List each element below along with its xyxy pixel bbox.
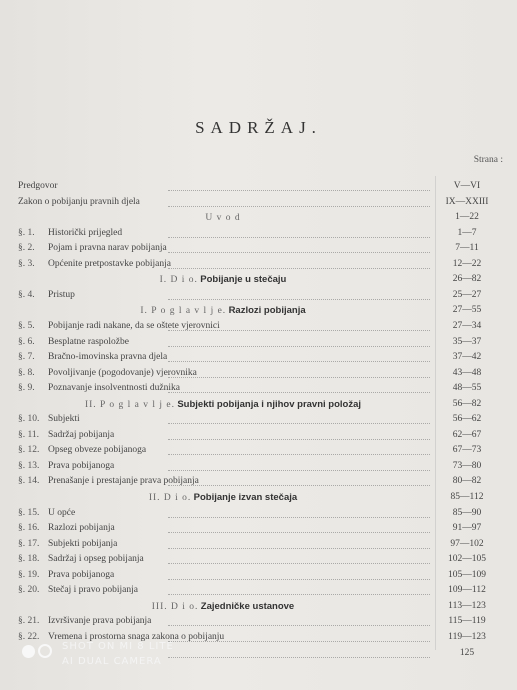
toc-page-range: 73—80 — [452, 460, 482, 471]
toc-page-range: V—VI — [453, 181, 481, 191]
toc-entry — [18, 429, 500, 442]
toc-leader-dots — [168, 355, 430, 362]
toc-heading — [18, 491, 500, 504]
toc-heading-text — [18, 211, 428, 225]
toc-leader-dots — [168, 386, 430, 393]
toc-entry — [18, 289, 500, 302]
toc-leader-dots — [168, 511, 430, 518]
toc-page-range: 48—55 — [452, 383, 482, 394]
toc-section-number: §. 16. — [18, 523, 40, 534]
toc-entry-title: Stečaj i pravo pobijanja — [48, 585, 138, 596]
toc-section-number: §. 10. — [18, 414, 40, 425]
toc-entry-title: Razlozi pobijanja — [48, 523, 115, 534]
toc-page-range: 35—37 — [452, 336, 482, 347]
toc-section-number: §. 4. — [18, 289, 35, 300]
toc-page-range: 80—82 — [452, 476, 482, 487]
toc-entry-title: Bračno-imovinska pravna djela — [48, 352, 168, 363]
toc-section-number: §. 15. — [18, 507, 40, 518]
toc-entry — [18, 351, 500, 364]
toc-entry — [18, 227, 500, 240]
toc-section-number: §. 19. — [18, 569, 40, 580]
toc-page-range: 26—82 — [452, 274, 482, 285]
toc-leader-dots — [168, 262, 430, 269]
toc-section-number: §. 7. — [18, 352, 35, 363]
toc-page-range: 27—34 — [452, 320, 482, 331]
toc-heading-title: Pobijanje izvan stečaja — [193, 492, 298, 503]
toc-section-number: §. 11. — [18, 429, 40, 440]
toc-heading — [18, 273, 500, 286]
toc-leader-dots — [168, 464, 430, 471]
toc-entry — [18, 553, 500, 566]
toc-page-range: 37—42 — [452, 352, 482, 363]
toc-section-number: §. 20. — [18, 585, 40, 596]
toc-entry — [18, 367, 500, 380]
toc-heading — [18, 304, 500, 317]
toc-page-range: 1—22 — [455, 212, 479, 223]
toc-entry — [18, 507, 500, 520]
toc-heading-text — [18, 491, 428, 505]
toc-entry-title: Općenite pretpostavke pobijanja — [48, 258, 171, 269]
toc-section-number: §. 21. — [18, 616, 40, 627]
toc-entry — [18, 242, 500, 255]
toc-heading-label: II. P o g l a v l j e. — [84, 399, 175, 410]
watermark-line-1: SHOT ON MI 8 LITE — [62, 641, 174, 652]
toc-page-range: 7—11 — [455, 243, 479, 254]
toc-heading-label: U v o d — [205, 213, 241, 224]
toc-section-number: §. 2. — [18, 243, 35, 254]
toc-entry — [18, 413, 500, 426]
toc-page-range: 115—119 — [448, 616, 486, 627]
toc-entry — [18, 444, 500, 457]
toc-section-number: §. 9. — [18, 383, 35, 394]
camera-logo-icon — [22, 644, 55, 659]
toc-page-range: 62—67 — [452, 429, 482, 440]
toc-heading-title: Pobijanje u stečaju — [200, 274, 287, 286]
toc-heading — [18, 211, 500, 224]
toc-entry-title: Historički prijegled — [48, 227, 123, 238]
toc-section-number: §. 14. — [18, 476, 40, 487]
toc-section-number: §. 5. — [18, 320, 35, 331]
toc-leader-dots — [168, 526, 430, 533]
toc-leader-dots — [168, 651, 430, 658]
toc-entry-title: Izvršivanje prava pobijanja — [48, 616, 152, 627]
toc-section-number: §. 8. — [18, 367, 35, 378]
toc-heading — [18, 600, 500, 613]
toc-leader-dots — [168, 200, 430, 207]
toc-leader-dots — [168, 588, 430, 595]
toc-entry-title: Subjekti pobijanja — [48, 538, 118, 549]
toc-entry — [18, 196, 500, 209]
toc-section-number: §. 3. — [18, 258, 35, 269]
toc-entry — [18, 382, 500, 395]
toc-entry — [18, 258, 500, 271]
toc-entry — [18, 180, 500, 193]
toc-heading-label: II. D i o. — [148, 493, 192, 503]
toc-entry-title: Prava pobijanoga — [48, 569, 115, 580]
toc-leader-dots — [168, 479, 430, 486]
toc-entry-title: Predgovor — [18, 181, 58, 191]
toc-page-range: 85—90 — [452, 507, 482, 518]
toc-heading-text — [18, 600, 428, 614]
watermark-line-2: AI DUAL CAMERA — [62, 656, 162, 667]
toc-entry — [18, 460, 500, 473]
toc-section-number: §. 1. — [18, 227, 35, 238]
toc-heading-title: Razlozi pobijanja — [228, 305, 306, 317]
toc-entry-title: Sadržaj pobijanja — [48, 429, 115, 440]
toc-page-range: 1—7 — [457, 227, 477, 238]
toc-entry-title: Vremena i prostorna snaga zakona o pobijanju — [48, 631, 225, 642]
toc-page-range: 105—109 — [448, 569, 486, 580]
toc-heading-label: I. P o g l a v l j e. — [140, 306, 227, 317]
toc-heading-text — [18, 273, 428, 287]
toc-section-number: §. 6. — [18, 336, 35, 347]
toc-entry-title: Opseg obveze pobijanoga — [48, 445, 147, 456]
toc-leader-dots — [168, 557, 430, 564]
toc-entry-title: U opće — [48, 507, 76, 518]
toc-entry-title: Poznavanje insolventnosti dužnika — [48, 383, 180, 394]
strana-column-label: Strana : — [473, 155, 503, 165]
toc-entry-title: Pojam i pravna narav pobijanja — [48, 243, 167, 254]
toc-leader-dots — [168, 246, 430, 253]
toc-heading-title: Subjekti pobijanja i njihov pravni položaj — [177, 398, 362, 410]
toc-entry — [18, 522, 500, 535]
toc-entry — [18, 584, 500, 597]
toc-page-range: 85—112 — [450, 492, 484, 502]
toc-entry — [18, 569, 500, 582]
toc-page-range: 56—82 — [452, 398, 482, 409]
toc-entry-title: Pobijanje radi nakane, da se oštete vjerovnici — [48, 320, 220, 331]
toc-page-range: 56—62 — [452, 414, 482, 425]
toc-entry-title: Pristup — [48, 289, 75, 300]
toc-heading-title: Zajedničke ustanove — [200, 600, 295, 612]
toc-leader-dots — [168, 231, 430, 238]
toc-entry — [18, 336, 500, 349]
toc-page-range: 91—97 — [452, 523, 482, 534]
toc-leader-dots — [168, 340, 430, 347]
toc-entry-title: Sadržaj i opseg pobijanja — [48, 554, 144, 565]
toc-section-number: §. 18. — [18, 554, 40, 565]
toc-heading — [18, 398, 500, 411]
toc-leader-dots — [168, 635, 430, 642]
toc-leader-dots — [168, 293, 430, 300]
toc-leader-dots — [168, 433, 430, 440]
toc-entry — [18, 320, 500, 333]
toc-page-range: 12—22 — [452, 258, 482, 269]
toc-page-range: 102—105 — [448, 554, 486, 565]
toc-entry — [18, 475, 500, 488]
toc-heading-label: I. D i o. — [159, 275, 198, 286]
toc-leader-dots — [168, 417, 430, 424]
toc-section-number: §. 22. — [18, 631, 40, 642]
toc-section-number: §. 13. — [18, 460, 40, 471]
toc-entry-title: Prenašanje i prestajanje prava pobijanja — [48, 476, 199, 487]
toc-entry-title: Povoljivanje (pogodovanje) vjerovnika — [48, 367, 197, 378]
toc-leader-dots — [168, 619, 430, 626]
toc-entry-title: Subjekti — [48, 414, 80, 425]
page-title: SADRŽAJ. — [195, 118, 322, 137]
toc-leader-dots — [168, 542, 430, 549]
toc-heading-label: III. D i o. — [151, 601, 199, 612]
toc-entry-title: Besplatne raspoložbe — [48, 336, 129, 347]
toc-page-range: IX—XXIII — [445, 196, 489, 207]
toc-page-range: 43—48 — [452, 367, 482, 378]
toc-leader-dots — [168, 324, 430, 331]
toc-heading-text — [18, 398, 428, 412]
toc-page-range: 125 — [459, 647, 475, 658]
toc-page-range: 67—73 — [452, 445, 482, 456]
toc-page-range: 109—112 — [448, 585, 486, 596]
toc-page-range: 113—123 — [448, 600, 486, 611]
toc-page-range: 97—102 — [450, 538, 484, 549]
toc-heading-text — [18, 304, 428, 318]
toc-entry-title: Prava pobijanoga — [48, 460, 115, 471]
toc-page-range: 25—27 — [452, 289, 482, 300]
toc-section-number: §. 12. — [18, 445, 40, 456]
toc-section-number: §. 17. — [18, 538, 40, 549]
toc-leader-dots — [168, 448, 430, 455]
toc-entry — [18, 538, 500, 551]
toc-page-range: 119—123 — [448, 631, 486, 642]
toc-leader-dots — [168, 184, 430, 191]
toc-leader-dots — [168, 573, 430, 580]
toc-leader-dots — [168, 371, 430, 378]
toc-entry-title: Zakon o pobijanju pravnih djela — [18, 196, 140, 207]
toc-entry — [18, 615, 500, 628]
toc-page-range: 27—55 — [452, 305, 482, 316]
